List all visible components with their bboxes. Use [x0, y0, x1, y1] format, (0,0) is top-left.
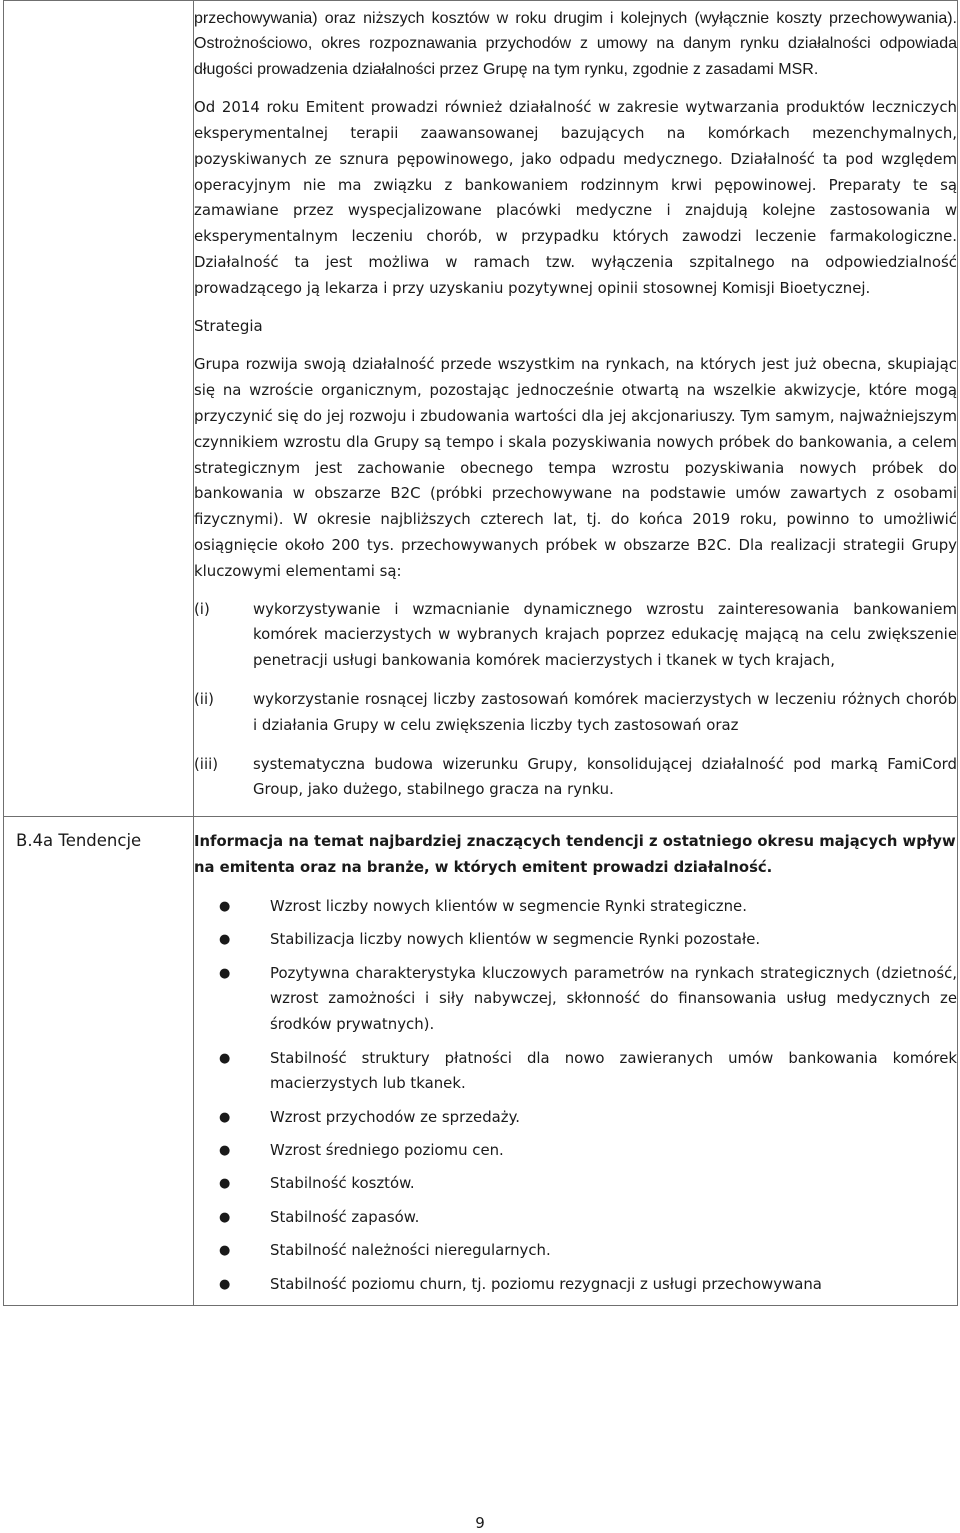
strategy-paragraph: Grupa rozwija swoją działalność przede wszystkim na rynkach, na których jest już obecna, skupiając się na wzroście organicznym, pozostając jednocześnie otwartą na wszelkie akwizycje, które mogą przyczynić się do jej rozwoju i zbudowania wartości dla jej akcjonariuszy. Tym samym, najważniejszym czynnikiem wzrostu dla Grupy są tempo i skala pozyskiwania nowych próbek do bankowania, a celem strategicznym jest zachowanie obecnego tempa wzrostu pozyskiwania nowych próbek do bankowania w obszarze B2C (próbki przechowywane na podstawie umów zawartych z osobami fizycznymi). W okresie najbliższych czterech lat, tj. do końca 2019 roku, powinno to umożliwić osiągnięcie około 200 tys. przechowywanych próbek w obszarze B2C. Dla realizacji strategii Grupy kluczowymi elementami są: [194, 355, 957, 580]
list-item-text: Wzrost średniego poziomu cen. [270, 1141, 504, 1160]
row-trends [4, 817, 958, 1306]
list-item [194, 1205, 957, 1231]
atmp-paragraph: Od 2014 roku Emitent prowadzi również działalność w zakresie wytwarzania produktów leczniczych eksperymentalnej terapii zaawansowanej bazujących na komórkach mezenchymalnych, pozyskiwanych ze sznura pępowinowego, jako odpadu medycznego. Działalność ta pod względem operacyjnym nie ma związku z bankowaniem rodzinnym krwi pępowinowej. Preparaty te są zamawiane przez wyspecjalizowane placówki medyczne i znajdują kolejne zastosowania w eksperymentalnym leczeniu chorób, w przypadku których zawodzi leczenie farmakologiczne. Działalność ta jest możliwa w ramach tzw. wyłączenia szpitalnego na odpowiedzialność prowadzącego ją lekarza i przy uzyskaniu pozytywnej opinii stosownej Komisji Bioetycznej. [194, 98, 957, 297]
list-item [194, 927, 957, 953]
list-item-text: Stabilność kosztów. [270, 1174, 415, 1193]
bullet-icon: ● [219, 1176, 231, 1192]
list-item [194, 1171, 957, 1197]
section-label-b4a: B.4a Tendencje [16, 831, 142, 851]
list-item [194, 687, 957, 739]
list-item-text: Stabilność struktury płatności dla nowo zawieranych umów bankowania komórek macierzystych lub tkanek. [270, 1048, 957, 1093]
list-item-text: systematyczna budowa wizerunku Grupy, konsolidującej działalność pod marką FamiCord Group, jako dużego, stabilnego gracza na rynku. [253, 754, 957, 799]
bullet-icon: ● [219, 898, 231, 914]
list-item [194, 1105, 957, 1131]
list-marker: (ii) [194, 689, 214, 708]
list-item-text: Stabilizacja liczby nowych klientów w segmencie Rynki pozostałe. [270, 930, 761, 949]
trends-list [194, 894, 957, 1298]
list-item-text: Pozytywna charakterystyka kluczowych parametrów na rynkach strategicznych (dzietność, wzrost zamożności i siły nabywczej, skłonność do finansowania usług medycznych ze środków prywatnych). [270, 963, 957, 1034]
row-business-description [4, 1, 958, 817]
bullet-icon: ● [219, 1276, 231, 1292]
bullet-icon: ● [219, 1143, 231, 1159]
revenue-recognition-paragraph: przechowywania) oraz niższych kosztów w roku drugim i kolejnych (wyłącznie koszty przechowywania). Ostrożnościowo, okres rozpoznawania przychodów z umowy na danym rynku działalności odpowiada długości prowadzenia działalności przez Grupę na tym rynku, zgodnie z zasadami MSR. [194, 10, 957, 78]
business-content-cell [194, 1, 958, 817]
list-item-text: wykorzystanie rosnącej liczby zastosowań komórek macierzystych w leczeniu różnych chorób i działania Grupy w celu zwiększenia liczby tych zastosowań oraz [253, 689, 957, 734]
list-item [194, 752, 957, 804]
strategy-elements-list [194, 597, 957, 804]
empty-label-cell [4, 1, 194, 817]
bullet-icon: ● [219, 1209, 231, 1225]
list-item [194, 1272, 957, 1298]
list-item-text: Wzrost przychodów ze sprzedaży. [270, 1107, 521, 1126]
list-item [194, 1238, 957, 1264]
bullet-icon: ● [219, 965, 231, 981]
page-number: 9 [475, 1514, 485, 1532]
list-item [194, 597, 957, 674]
bullet-icon: ● [219, 932, 231, 948]
list-item [194, 961, 957, 1038]
list-marker: (iii) [194, 754, 219, 773]
trends-content-cell [194, 817, 958, 1306]
bullet-icon: ● [219, 1109, 231, 1125]
list-item [194, 894, 957, 920]
trends-label-cell [4, 817, 194, 1306]
list-item-text: Stabilność poziomu churn, tj. poziomu rezygnacji z usługi przechowywana [270, 1274, 822, 1293]
list-item [194, 1138, 957, 1164]
list-item-text: Stabilność należności nieregularnych. [270, 1241, 551, 1260]
list-item-text: Wzrost liczby nowych klientów w segmencie Rynki strategiczne. [270, 896, 747, 915]
summary-table [3, 0, 958, 1306]
list-item-text: wykorzystywanie i wzmacnianie dynamicznego wzrostu zainteresowania bankowaniem komórek macierzystych w wybranych krajach poprzez edukację mającą na celu zwiększenie penetracji usługi bankowania komórek macierzystych i tkanek w tych krajach, [253, 599, 957, 670]
list-item [194, 1046, 957, 1098]
trends-heading: Informacja na temat najbardziej znaczących tendencji z ostatniego okresu mających wpływ na emitenta oraz na branże, w których emitent prowadzi działalność. [194, 833, 956, 876]
bullet-icon: ● [219, 1243, 231, 1259]
list-marker: (i) [194, 599, 210, 618]
strategy-heading: Strategia [194, 316, 263, 335]
bullet-icon: ● [219, 1050, 231, 1066]
list-item-text: Stabilność zapasów. [270, 1207, 420, 1226]
